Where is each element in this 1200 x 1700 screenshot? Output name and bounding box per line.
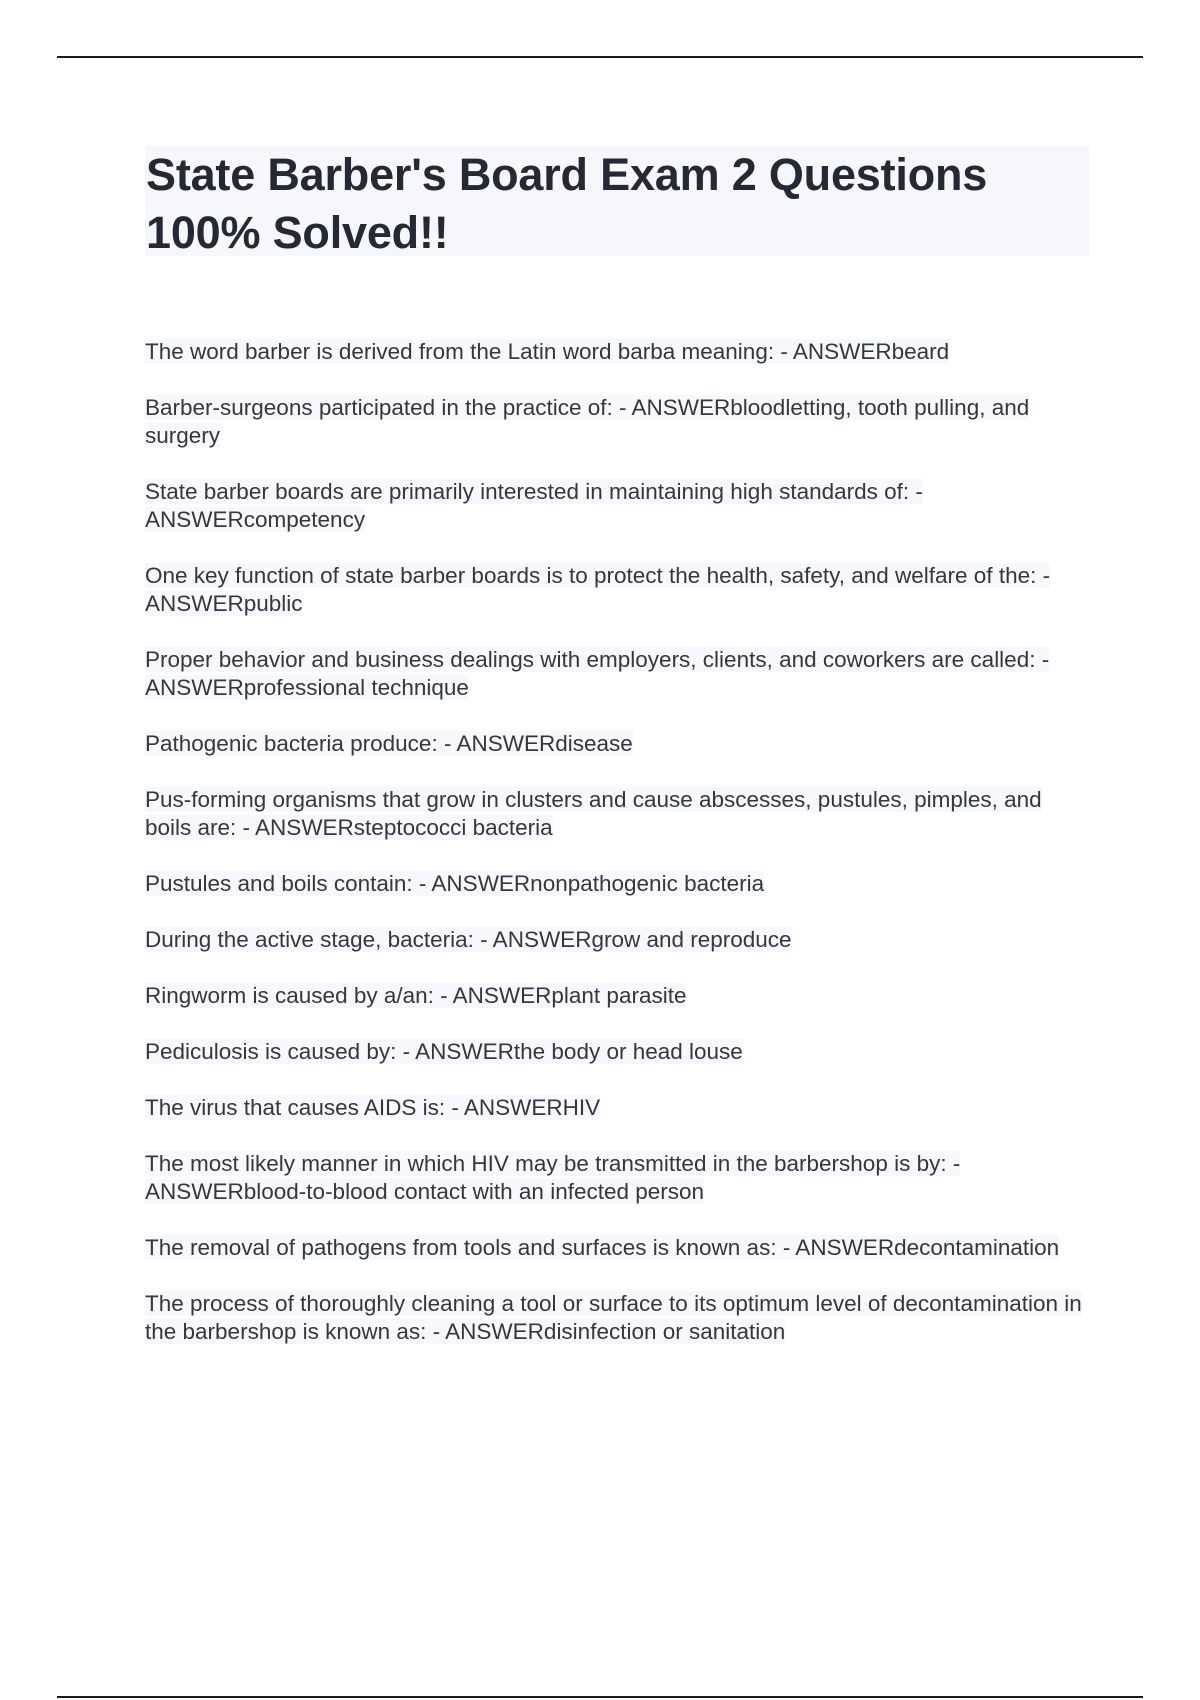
question-text: The process of thoroughly cleaning a tool or surface to its optimum level of decontamination in the barbershop is known as: - ANSWERdisinfection or sanitation (145, 1291, 1082, 1344)
question-text: The removal of pathogens from tools and surfaces is known as: - ANSWERdecontamination (145, 1235, 1060, 1260)
question-text: One key function of state barber boards is to protect the health, safety, and welfare of the: - ANSWERpublic (145, 563, 1051, 616)
question-item (145, 1290, 1085, 1346)
question-item (145, 786, 1085, 842)
question-item (145, 1150, 1085, 1206)
question-text: Pathogenic bacteria produce: - ANSWERdisease (145, 731, 633, 756)
question-text: Barber-surgeons participated in the practice of: - ANSWERbloodletting, tooth pulling, and surgery (145, 395, 1030, 448)
question-item (145, 646, 1085, 702)
question-text: State barber boards are primarily interested in maintaining high standards of: - ANSWERcompetency (145, 479, 923, 532)
question-item (145, 1038, 1085, 1066)
question-text: Ringworm is caused by a/an: - ANSWERplant parasite (145, 983, 687, 1008)
question-text: Proper behavior and business dealings with employers, clients, and coworkers are called: - ANSWERprofessional technique (145, 647, 1050, 700)
question-item (145, 926, 1085, 954)
top-rule (57, 56, 1143, 58)
question-item (145, 394, 1085, 450)
question-item (145, 338, 1085, 366)
question-list (145, 338, 1085, 1374)
question-text: Pus-forming organisms that grow in clusters and cause abscesses, pustules, pimples, and boils are: - ANSWERsteptococci bacteria (145, 787, 1042, 840)
question-item (145, 1094, 1085, 1122)
question-text: The word barber is derived from the Latin word barba meaning: - ANSWERbeard (145, 339, 950, 364)
title-block (145, 146, 1089, 256)
bottom-rule (57, 1696, 1143, 1698)
document-title: State Barber's Board Exam 2 Questions 100% Solved!! (146, 149, 988, 258)
question-item (145, 478, 1085, 534)
question-text: Pustules and boils contain: - ANSWERnonpathogenic bacteria (145, 871, 765, 896)
question-item (145, 982, 1085, 1010)
question-item (145, 870, 1085, 898)
question-item (145, 562, 1085, 618)
question-item (145, 1234, 1085, 1262)
question-item (145, 730, 1085, 758)
question-text: The most likely manner in which HIV may be transmitted in the barbershop is by: - ANSWERblood-to-blood contact with an infected person (145, 1151, 961, 1204)
question-text: Pediculosis is caused by: - ANSWERthe body or head louse (145, 1039, 743, 1064)
question-text: During the active stage, bacteria: - ANSWERgrow and reproduce (145, 927, 792, 952)
question-text: The virus that causes AIDS is: - ANSWERHIV (145, 1095, 601, 1120)
